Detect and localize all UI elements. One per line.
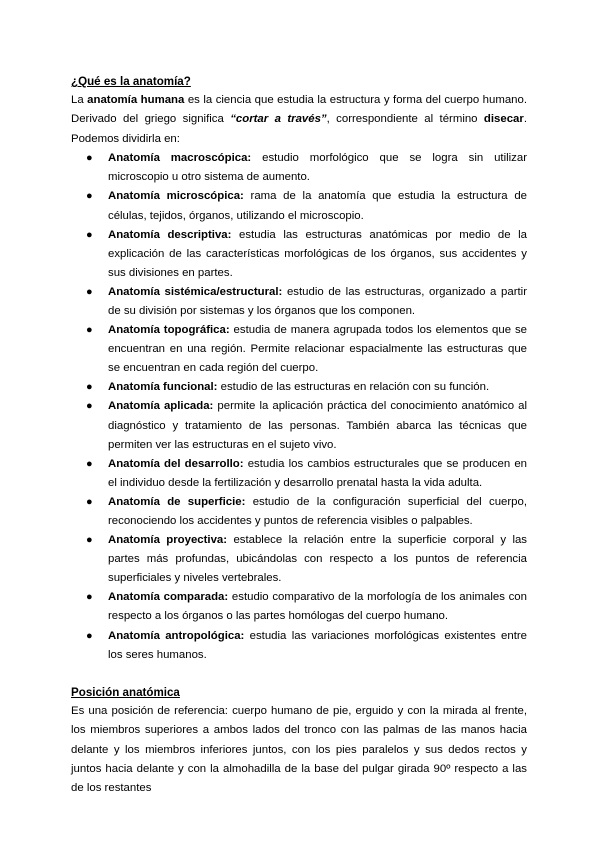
- list-item: [71, 283, 527, 321]
- bullet-icon: ●: [86, 591, 93, 604]
- list-item-term: Anatomía macroscópica:: [108, 152, 252, 165]
- list-item: [71, 493, 527, 531]
- list-item-term: Anatomía comparada:: [108, 591, 229, 604]
- intro-text-1: La: [71, 94, 88, 106]
- list-item-term: Anatomía proyectiva:: [108, 534, 228, 547]
- bullet-icon: ●: [86, 324, 93, 337]
- section-heading-posicion-anatomica: Posición anatómica: [71, 685, 180, 699]
- list-item-term: Anatomía antropológica:: [108, 629, 245, 642]
- list-item: [71, 588, 527, 626]
- list-item: [71, 531, 527, 588]
- intro-text-3: , correspondiente al término: [326, 113, 484, 126]
- list-item: [71, 397, 527, 454]
- list-item-term: Anatomía sistémica/estructural:: [108, 285, 283, 298]
- list-item-desc: estudia las estructuras anatómicas por medio de la explicación de las características morfológicas de los órganos, sus accidentes y sus divisiones en partes.: [108, 228, 527, 279]
- list-item-desc: estudio de las estructuras, organizado a partir de su división por sistemas y los órganos que los componen.: [108, 285, 527, 317]
- document-page: [71, 72, 527, 799]
- list-item-desc: estudia las variaciones morfológicas existentes entre los seres humanos.: [108, 629, 527, 661]
- list-item-desc: estudio comparativo de la morfología de los animales con respecto a los órganos o las partes homólogas del cuerpo humano.: [108, 591, 527, 623]
- intro-bold-disecar: disecar: [483, 113, 524, 126]
- anatomy-types-list: [71, 149, 527, 665]
- list-item-desc: permite la aplicación práctica del conocimiento anatómico al diagnóstico y tratamiento de las personas. También abarca las técnicas que permiten ver las estructuras en el sujeto vivo.: [108, 400, 527, 451]
- intro-paragraph: [71, 91, 527, 149]
- list-item: [71, 226, 527, 283]
- intro-bold-anatomia-humana: anatomía humana: [87, 94, 185, 106]
- bullet-icon: ●: [86, 534, 93, 547]
- intro-text-2: es la ciencia que estudia la estructura y forma del cuerpo humano. Derivado del griego significa: [71, 94, 527, 126]
- posicion-paragraph: Es una posición de referencia: cuerpo humano de pie, erguido y con la mirada al frente, los miembros superiores a ambos lados del tronco con las palmas de las manos hacia delante y los miembros inferiores juntos, con los pies paralelos y sus dedos rectos y juntos hacia delante y con la almohadilla de la base del pulgar girada 90º respecto a las de los restantes: [71, 704, 527, 795]
- bullet-icon: ●: [86, 495, 93, 508]
- list-item: [71, 455, 527, 493]
- list-item-term: Anatomía de superficie:: [108, 495, 246, 508]
- bullet-icon: ●: [86, 629, 93, 642]
- list-item-desc: estudia de manera agrupada todos los elementos que se encuentran en una región. Permite relacionar espacialmente las estructuras que se encuentran en cada región del cuerpo.: [108, 324, 527, 375]
- bullet-icon: ●: [86, 400, 93, 413]
- section-spacer: [71, 665, 527, 683]
- bullet-icon: ●: [86, 381, 93, 394]
- list-item-desc: estudio morfológico que se logra sin utilizar microscopio u otro sistema de aumento.: [108, 152, 528, 184]
- list-item: [71, 321, 527, 378]
- list-item-term: Anatomía aplicada:: [108, 400, 214, 413]
- bullet-icon: ●: [86, 285, 93, 298]
- intro-quote: “cortar a través”: [230, 113, 327, 126]
- bullet-icon: ●: [86, 152, 93, 165]
- list-item-term: Anatomía descriptiva:: [108, 228, 232, 241]
- list-item-term: Anatomía topográfica:: [108, 324, 230, 337]
- list-item-term: Anatomía del desarrollo:: [108, 457, 244, 470]
- list-item: [71, 627, 527, 665]
- intro-text-4: . Podemos dividirla en:: [71, 113, 527, 145]
- bullet-icon: ●: [86, 457, 93, 470]
- list-item: [71, 378, 527, 397]
- list-item-desc: estudia los cambios estructurales que se producen en el individuo desde la fertilización y desarrollo prenatal hasta la vida adulta.: [108, 457, 527, 489]
- list-item-desc: estudio de las estructuras en relación con su función.: [217, 381, 490, 394]
- section-heading-anatomia: ¿Qué es la anatomía?: [71, 75, 191, 88]
- list-item-term: Anatomía funcional:: [108, 381, 218, 394]
- list-item-desc: rama de la anatomía que estudia la estructura de células, tejidos, órganos, utilizando el microscopio.: [108, 190, 527, 222]
- list-item-desc: establece la relación entre la superficie corporal y las partes más profundas, ubicándolas con respecto a los puntos de referencia superficiales y niveles vertebrales.: [108, 534, 528, 585]
- bullet-icon: ●: [86, 190, 93, 203]
- list-item: [71, 149, 527, 187]
- list-item-desc: estudio de la configuración superficial del cuerpo, reconociendo los accidentes y puntos de referencia visibles o palpables.: [108, 495, 528, 527]
- list-item: [71, 187, 527, 225]
- list-item-term: Anatomía microscópica:: [108, 190, 244, 203]
- bullet-icon: ●: [86, 228, 93, 241]
